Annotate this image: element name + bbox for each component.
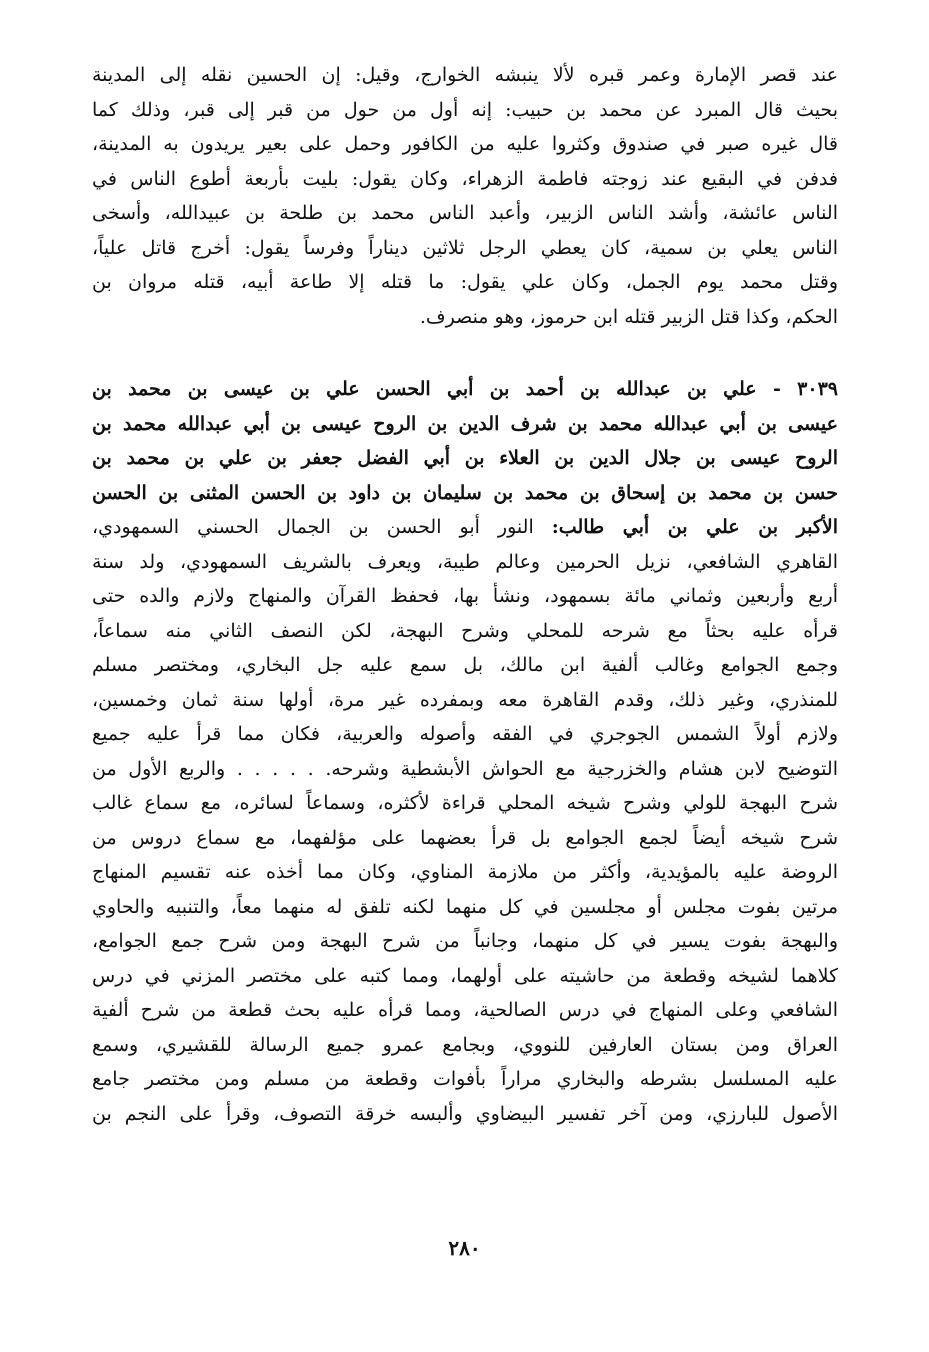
text-line: وقتل محمد يوم الجمل، وكان علي يقول: ما قتله إلا طاعة أبيه، قتله مروان بن (92, 271, 838, 293)
text-line: الروضة عليه بالمؤيدية، وأكثر من ملازمة المناوي، وكان مما أخذه عنه تقسيم المنهاج (92, 861, 838, 883)
page-number: ٢٨٠ (448, 1236, 481, 1260)
text-line: الأصول للبارزي، ومن آخر تفسير البيضاوي وألبسه خرقة التصوف، وقرأ على النجم بن (92, 1102, 838, 1125)
text-line: ولازم أولاً الشمس الجوجري في الفقه وأصوله والعربية، فكان مما قرأ عليه جميع (92, 723, 838, 745)
text-line: العراق ومن بستان العارفين للنووي، وبجامع عمرو جميع الرسالة للقشيري، وسمع (92, 1033, 838, 1056)
text-line: بحيث قال المبرد عن محمد بن حبيب: إنه أول من حول من قبر إلى قبر، وذلك كما (92, 98, 838, 121)
entry-3039 (92, 372, 838, 1131)
text-line: عند قصر الإمارة وعمر قبره لألا ينبشه الخوارج، وقيل: إن الحسين نقله إلى المدينة (92, 64, 838, 86)
text-line: القاهري الشافعي، نزيل الحرمين وعالم طيبة، ويعرف بالشريف السمهودي، ولد سنة (92, 550, 838, 573)
text-line: وجمع الجوامع وغالب ألفية ابن مالك، بل سمع عليه جل البخاري، ومختصر مسلم (92, 654, 838, 676)
text-line: قال غيره صبر في صندوق وكثروا عليه من الكافور وحمل على بعير يريدون به المدينة، (92, 133, 838, 155)
entry-body-start: النور أبو الحسن بن الجمال الحسني السمهودي، (92, 516, 552, 538)
text-line: كلاهما لشيخه وقطعة من حاشيته على أولهما، ومما كتبه على مختصر المزني في درس (92, 964, 838, 987)
paragraph-gap (92, 334, 838, 372)
entry-heading-line: الروح عيسى بن جلال الدين بن العلاء بن أبي الفضل جعفر بن علي بن محمد بن (92, 447, 838, 469)
text-line: الشافعي وعلى المنهاج في درس الصالحية، ومما قرأه عليه بحث قطعة من شرح ألفية (92, 999, 838, 1021)
text-line: فدفن في البقيع عند زوجته فاطمة الزهراء، وكان يقول: بليت بأربعة أطوع الناس في (92, 167, 838, 190)
page-text (92, 58, 838, 1131)
text-line: عليه المسلسل بشرطه والبخاري مراراً بأفوات وقطعة من مسلم ومن مختصر جامع (92, 1068, 838, 1090)
text-line: للمنذري، وغير ذلك، وقدم القاهرة معه وبمفرده غير مرة، أولها سنة ثمان وخمسين، (92, 688, 838, 711)
entry-heading-tail-line (92, 510, 838, 545)
entry-heading-line: حسن بن محمد بن إسحاق بن محمد بن سليمان بن داود بن الحسن المثنى بن الحسن (92, 481, 838, 504)
entry-heading-line: ٣٠٣٩ - علي بن عبدالله بن أحمد بن أبي الحسن علي بن عيسى بن محمد بن (92, 378, 838, 400)
text-line: الناس عائشة، وأشد الناس الزبير، وأعبد الناس محمد بن طلحة بن عبيدالله، وأسخى (92, 202, 838, 224)
entry-heading-tail: الأكبر بن علي بن أبي طالب: (551, 516, 838, 538)
text-line: شرح البهجة للولي وشرح شيخه المحلي قراءة لأكثره، وسماعاً لسائره، مع سماع غالب (92, 792, 838, 814)
text-line: أربع وأربعين وثماني مائة بسمهود، ونشأ بها، فحفظ القرآن والمنهاج ولازم والده حتى (92, 585, 838, 607)
text-line: شرح شيخه أيضاً لجمع الجوامع بل قرأ بعضهما على مؤلفهما، مع سماع دروس من (92, 826, 838, 849)
text-line: الحكم، وكذا قتل الزبير قتله ابن حرموز، وهو منصرف. (419, 305, 838, 328)
text-line: مرتين بفوت مجلس أو مجلسين في كل منهما لكنه تلفق له منهما معاً، والتنبيه والحاوي (92, 895, 838, 918)
text-line: والبهجة بفوت يسير في كل منهما، وجانباً من شرح البهجة ومن شرح جمع الجوامع، (92, 930, 838, 952)
paragraph-previous-entry (92, 58, 838, 334)
text-line: التوضيح لابن هشام والخزرجية مع الحواش الأبشطية وشرحه. . . . . . والربع الأول من (92, 757, 838, 780)
entry-heading-line: عيسى بن أبي عبدالله محمد بن شرف الدين بن الروح عيسى بن أبي عبدالله محمد بن (92, 412, 838, 435)
text-line: قرأه عليه بحثاً مع شرحه للمحلي وشرح البهجة، لكن النصف الثاني منه سماعاً، (92, 619, 838, 642)
text-line: الناس يعلي بن سمية، كان يعطي الرجل ثلاثين ديناراً وفرساً يقول: أخرج قاتل علياً، (92, 236, 838, 259)
